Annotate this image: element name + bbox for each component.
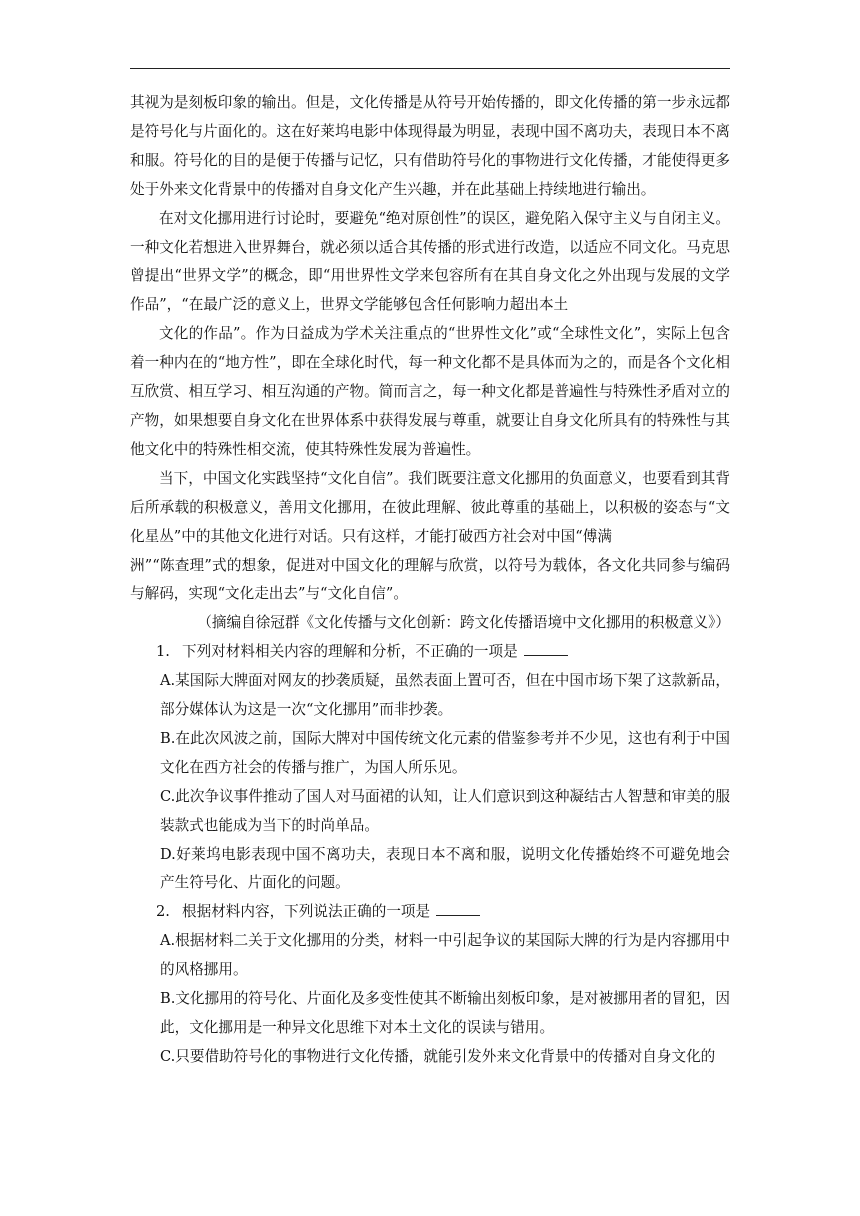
question-1 (130, 638, 730, 667)
answer-blank[interactable] (524, 641, 568, 656)
paragraph-3: 文化的作品”。作为日益成为学术关注重点的“世界性文化”或“全球性文化”，实际上包含着一种内在的“地方性”，即在全球化时代，每一种文化都不是具体而为之的，而是各个文化相互欣赏、相互学习、相互沟通的产物。简而言之，每一种文化都是普遍性与特殊性矛盾对立的产物，如果想要自身文化在世界体系中获得发展与尊重，就要让自身文化所具有的特殊性与其他文化中的特殊性相交流，使其特殊性发展为普遍性。 (130, 325, 730, 458)
answer-blank[interactable] (436, 901, 480, 916)
question-1-stem: 下列对材料相关内容的理解和分析，不正确的一项是 (182, 643, 518, 661)
question-1-option-c: C.此次争议事件推动了国人对马面裙的认知，让人们意识到这种凝结古人智慧和审美的服装款式也能成为当下的时尚单品。 (160, 787, 730, 834)
question-2-stem: 根据材料内容，下列说法正确的一项是 (182, 903, 431, 921)
paragraph-4: 当下，中国文化实践坚持“文化自信”。我们既要注意文化挪用的负面意义，也要看到其背后所承载的积极意义，善用文化挪用，在彼此理解、彼此尊重的基础上，以积极的姿态与“文化星丛”中的其他文化进行对话。只有这样，才能打破西方社会对中国“傅满 (130, 469, 730, 545)
paragraph-2: 在对文化挪用进行讨论时，要避免“绝对原创性”的误区，避免陷入保守主义与自闭主义。一种文化若想进入世界舞台，就必须以适合其传播的形式进行改造，以适应不同文化。马克思曾提出“世界文学”的概念，即“用世界性文学来包容所有在其自身文化之外出现与发展的文学作品”，“在最广泛的意义上，世界文学能够包含任何影响力超出本土 (130, 209, 730, 314)
paragraph-1: 其视为是刻板印象的输出。但是，文化传播是从符号开始传播的，即文化传播的第一步永远都是符号化与片面化的。这在好莱坞电影中体现得最为明显，表现中国不离功夫，表现日本不离和服。符号化的目的是便于传播与记忆，只有借助符号化的事物进行文化传播，才能使得更多处于外来文化背景中的传播对自身文化产生兴趣，并在此基础上持续地进行输出。 (130, 94, 730, 198)
question-1-number: 1. (156, 643, 170, 661)
question-2-number: 2. (156, 903, 170, 921)
question-2-option-a: A.根据材料二关于文化挪用的分类，材料一中引起争议的某国际大牌的行为是内容挪用中的风格挪用。 (160, 932, 730, 979)
citation: （摘编自徐冠群《文化传播与文化创新：跨文化传播语境中文化挪用的积极意义》） (197, 614, 730, 632)
question-2-option-b: B.文化挪用的符号化、片面化及多变性使其不断输出刻板印象，是对被挪用者的冒犯，因此，文化挪用是一种异文化思维下对本土文化的误读与错用。 (160, 990, 730, 1036)
question-1-option-a: A.某国际大牌面对网友的抄袭质疑，虽然表面上置可否，但在中国市场下架了这款新品，部分媒体认为这是一次“文化挪用”而非抄袭。 (160, 672, 730, 719)
paragraph-5: 洲”“陈查理”式的想象，促进对中国文化的理解与欣赏，以符号为载体，各文化共同参与编码与解码，实现“文化走出去”与“文化自信”。 (130, 556, 730, 603)
header-rule (130, 68, 730, 69)
question-2-option-c: C.只要借助符号化的事物进行文化传播，就能引发外来文化背景中的传播对自身文化的 (160, 1047, 716, 1065)
question-1-option-b: B.在此次风波之前，国际大牌对中国传统文化元素的借鉴参考并不少见，这也有利于中国文化在西方社会的传播与推广，为国人所乐见。 (160, 729, 730, 776)
document-body (130, 89, 730, 1072)
question-2 (130, 898, 730, 927)
question-1-option-d: D.好莱坞电影表现中国不离功夫，表现日本不离和服，说明文化传播始终不可避免地会产生符号化、片面化的问题。 (160, 845, 730, 892)
